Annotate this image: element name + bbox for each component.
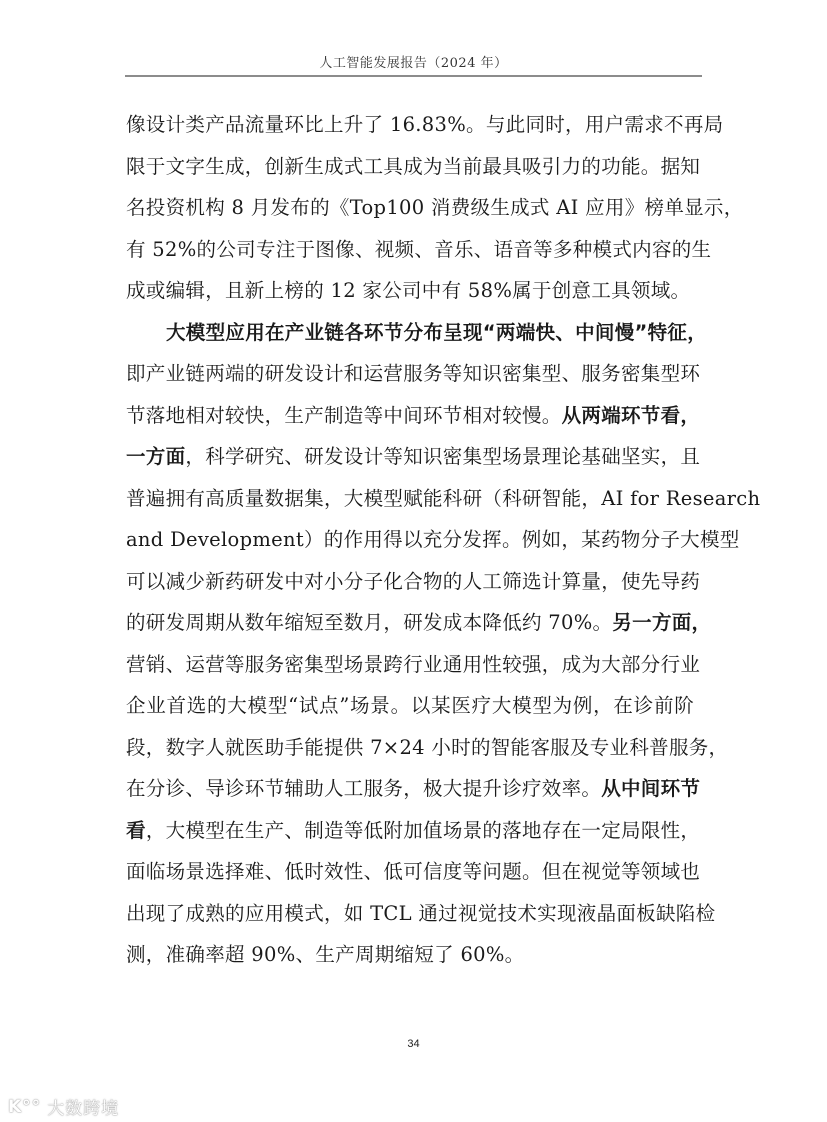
watermark <box>8 1094 119 1119</box>
text-run: 可以减少新药研发中对小分子化合物的人工筛选计算量，使先导药 <box>126 569 701 593</box>
text-line <box>126 602 712 644</box>
text-run: 面临场景选择难、低时效性、低可信度等问题。但在视觉等领域也 <box>126 860 701 883</box>
text-line <box>126 353 701 395</box>
bold-text-run: 另一方面， <box>612 611 712 634</box>
text-run: 即产业链两端的研发设计和运营服务等知识密集型、服务密集型环 <box>126 362 701 385</box>
text-line <box>126 187 744 229</box>
header-divider <box>125 75 702 77</box>
text-line <box>126 768 701 810</box>
text-line <box>126 685 694 727</box>
text-line <box>126 478 761 520</box>
text-line <box>126 229 712 271</box>
text-run: 在分诊、导诊环节辅助人工服务，极大提升诊疗效率。 <box>126 777 602 800</box>
text-line <box>126 104 724 146</box>
bold-text-run: 从两端环节看， <box>561 403 701 427</box>
text-run: 段，数字人就医助手能提供 7×24 小时的智能客服及专业科普服务， <box>126 735 729 759</box>
text-line <box>126 561 701 603</box>
text-line <box>126 893 716 935</box>
text-line <box>126 436 701 478</box>
bold-text-run: 一方面 <box>126 445 186 468</box>
bold-text-run: 从中间环节 <box>601 777 701 800</box>
text-run: 营销、运营等服务密集型场景跨行业通用性较强，成为大部分行业 <box>126 652 701 676</box>
text-line <box>126 395 701 437</box>
text-line <box>126 146 701 188</box>
text-line <box>126 810 701 852</box>
text-line <box>126 644 701 686</box>
watermark-text: 大数跨境 <box>47 1099 120 1119</box>
text-line <box>126 727 729 769</box>
paragraph <box>126 312 761 976</box>
text-run: 测，准确率超 90%、生产周期缩短了 60%。 <box>126 943 525 966</box>
body-text <box>126 104 761 976</box>
text-line <box>126 519 740 561</box>
bold-text-run: 大模型应用在产业链各环节分布呈现“两端快、中间慢”特征， <box>166 320 708 344</box>
text-run: 普遍拥有高质量数据集，大模型赋能科研（科研智能，AI for Research <box>126 486 761 510</box>
text-line <box>126 312 708 354</box>
text-run: 出现了成熟的应用模式，如 TCL 通过视觉技术实现液晶面板缺陷检 <box>126 901 716 925</box>
text-run: 限于文字生成，创新生成式工具成为当前最具吸引力的功能。据知 <box>126 154 701 178</box>
text-run: 的研发周期从数年缩短至数月，研发成本降低约 70%。 <box>126 611 613 634</box>
watermark-logo-icon: K°° <box>8 1096 42 1117</box>
text-run: ，大模型在生产、制造等低附加值场景的落地存在一定局限性， <box>145 818 701 842</box>
text-run: ，科学研究、研发设计等知识密集型场景理论基础坚实，且 <box>185 445 701 468</box>
text-run: 成或编辑，且新上榜的 12 家公司中有 58%属于创意工具领域。 <box>126 279 691 302</box>
text-line <box>126 270 694 312</box>
paragraph <box>126 104 744 312</box>
text-run: 名投资机构 8 月发布的《Top100 消费级生成式 AI 应用》榜单显示， <box>126 196 744 219</box>
bold-text-run: 看 <box>126 818 146 842</box>
text-line <box>126 851 701 893</box>
running-header: 人工智能发展报告（2024 年） <box>319 56 508 71</box>
text-run: 有 52%的公司专注于图像、视频、音乐、语音等多种模式内容的生 <box>126 237 712 261</box>
text-run: 像设计类产品流量环比上升了 16.83%。与此同时，用户需求不再局 <box>126 113 724 136</box>
text-run: 节落地相对较快，生产制造等中间环节相对较慢。 <box>126 403 562 427</box>
text-line <box>126 934 694 976</box>
text-run: and Development）的作用得以充分发挥。例如，某药物分子大模型 <box>126 528 740 551</box>
text-run: 企业首选的大模型“试点”场景。以某医疗大模型为例，在诊前阶 <box>126 694 694 717</box>
page-number: 34 <box>407 1038 420 1050</box>
